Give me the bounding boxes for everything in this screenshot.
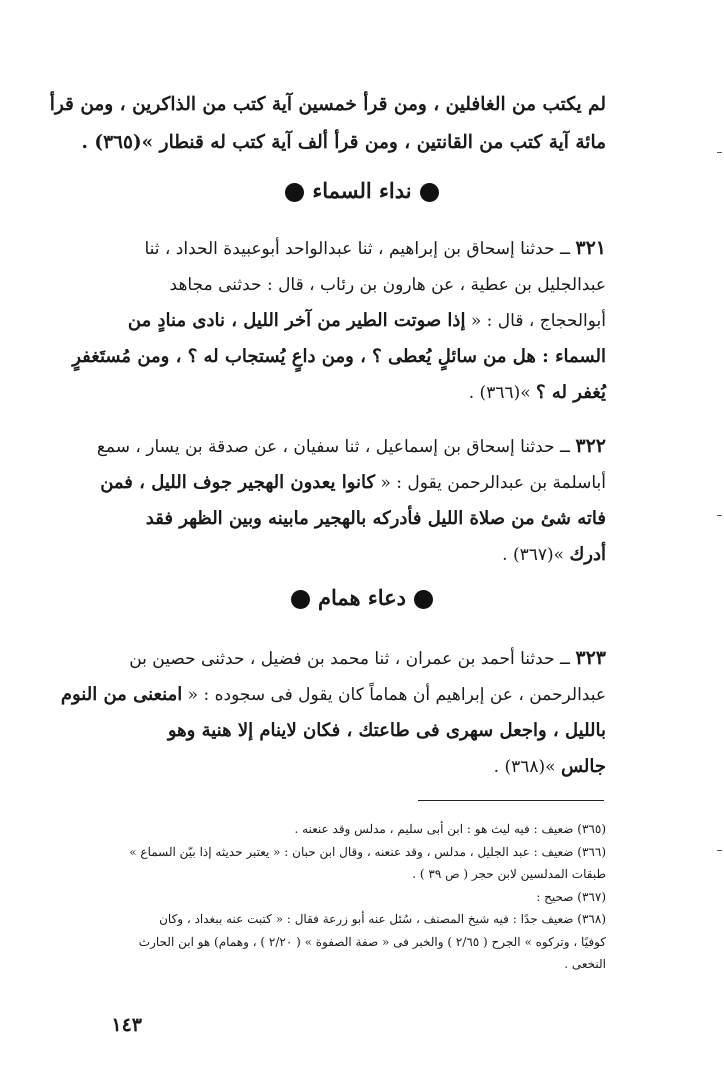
hadith-line bbox=[88, 230, 606, 267]
page-number: ١٤٣ bbox=[111, 1014, 142, 1036]
heading-text: نداء السماء bbox=[312, 178, 412, 203]
hadith-quote: يُغفر له ؟ bbox=[536, 382, 606, 403]
hadith-line bbox=[72, 339, 606, 375]
hadith-text: عبدالرحمن ، عن إبراهيم أن هماماً كان يقول فى سجوده : « bbox=[182, 685, 606, 705]
footnote-divider bbox=[418, 800, 604, 801]
hadith-321 bbox=[72, 230, 606, 411]
hadith-text: حدثنا أحمد بن عمران ، ثنا محمد بن فضيل ، حدثنى حصين بن bbox=[129, 649, 560, 669]
hadith-line bbox=[88, 749, 606, 785]
hadith-line bbox=[88, 640, 606, 677]
footnote-line: (٣٦٧) صحيح : bbox=[536, 889, 606, 904]
footnote-line: (٣٦٨) ضعيف جدًا : فيه شيخ المصنف ، سُئل عنه أبو زرعة فقال : « كتبت عنه ببغداد ، وكان bbox=[159, 912, 606, 926]
bullet-dot-icon bbox=[285, 183, 304, 202]
footnote-line: طبقات المدلسين لابن حجر ( ص ٣٩ ) . bbox=[412, 867, 606, 881]
hadith-text: عبدالجليل بن عطية ، عن هارون بن رئاب ، قال : حدثنى مجاهد bbox=[169, 275, 606, 295]
hadith-dash: ــ bbox=[560, 437, 570, 457]
hadith-text: أباسلمة بن عبدالرحمن يقول : « bbox=[375, 473, 606, 493]
hadith-line bbox=[88, 713, 606, 749]
scan-edge-mark bbox=[717, 515, 722, 516]
hadith-line bbox=[88, 537, 606, 573]
bullet-dot-icon bbox=[414, 590, 433, 609]
hadith-line bbox=[88, 501, 606, 537]
hadith-line bbox=[88, 303, 606, 339]
hadith-text: حدثنا إسحاق بن إسماعيل ، ثنا سفيان ، عن صدقة بن يسار ، سمع bbox=[96, 437, 560, 457]
hadith-quote: كانوا يعدون الهجير جوف الليل ، فمن bbox=[100, 472, 376, 493]
section-heading-nida-alsama bbox=[0, 178, 724, 203]
footnote-ref: »(٣٦٧) . bbox=[502, 545, 570, 565]
intro-line: مائة آية كتب من القانتين ، ومن قرأ ألف آية كتب له قنطار »(٣٦٥) . bbox=[81, 132, 606, 153]
intro-paragraph bbox=[49, 86, 606, 162]
hadith-line bbox=[88, 267, 606, 303]
hadith-quote: أدرك bbox=[569, 544, 606, 565]
hadith-323 bbox=[60, 640, 606, 785]
hadith-dash: ــ bbox=[560, 239, 570, 259]
hadith-number: ٣٢٣ bbox=[575, 647, 606, 669]
bullet-dot-icon bbox=[420, 183, 439, 202]
hadith-line bbox=[88, 465, 606, 501]
hadith-dash: ــ bbox=[560, 649, 570, 669]
hadith-line bbox=[88, 375, 606, 411]
intro-line: لم يكتب من الغافلين ، ومن قرأ خمسين آية كتب من الذاكرين ، ومن قرأ bbox=[49, 94, 606, 115]
hadith-line bbox=[88, 428, 606, 465]
footnote-line: كوفيًا ، وتركوه » الجرح ( ٢/٦٥ ) والخبر فى « صفة الصفوة » ( ٢/٢٠ ) ، وهمام) هو ابن الحارث bbox=[138, 934, 606, 949]
bullet-dot-icon bbox=[291, 590, 310, 609]
hadith-quote: فاته شئ من صلاة الليل فأدركه بالهجير مابينه وبين الظهر فقد bbox=[145, 508, 606, 529]
hadith-number: ٣٢٢ bbox=[575, 435, 606, 457]
footnotes bbox=[128, 818, 606, 976]
scan-edge-mark bbox=[717, 152, 722, 153]
section-heading-dua-hammam bbox=[0, 585, 724, 610]
footnote-line: (٣٦٥) ضعيف : فيه ليث هو : ابن أبى سليم ، مدلس وقد عنعنه . bbox=[294, 822, 606, 836]
hadith-quote: بالليل ، واجعل سهرى فى طاعتك ، فكان لاينام إلا هنية وهو bbox=[167, 720, 606, 741]
hadith-number: ٣٢١ bbox=[575, 237, 606, 259]
hadith-322 bbox=[88, 428, 606, 573]
hadith-quote: جالس bbox=[560, 756, 606, 777]
footnote-line: النخعى . bbox=[564, 957, 606, 971]
footnote-line: (٣٦٦) ضعيف : عبد الجليل ، مدلس ، وقد عنعنه ، وقال ابن حبان : « يعتبر حديثه إذا بيّن السماع » bbox=[129, 844, 606, 859]
hadith-quote: امنعنى من النوم bbox=[60, 684, 183, 705]
footnote-ref: »(٣٦٦) . bbox=[468, 383, 537, 403]
hadith-text: حدثنا إسحاق بن إبراهيم ، ثنا عبدالواحد أبوعبيدة الحداد ، ثنا bbox=[144, 239, 560, 259]
hadith-quote: السماء : هل من سائلٍ يُعطى ؟ ، ومن داعٍ يُستجاب له ؟ ، ومن مُستَغفرٍ bbox=[72, 346, 606, 367]
hadith-text: أبوالحجاج ، قال : « bbox=[465, 311, 606, 331]
hadith-line bbox=[60, 677, 606, 713]
footnote-ref: »(٣٦٨) . bbox=[493, 757, 561, 777]
heading-text: دعاء همام bbox=[317, 585, 407, 610]
hadith-quote: إذا صوتت الطير من آخر الليل ، نادى منادٍ من bbox=[127, 310, 466, 331]
scan-edge-mark bbox=[717, 850, 722, 851]
